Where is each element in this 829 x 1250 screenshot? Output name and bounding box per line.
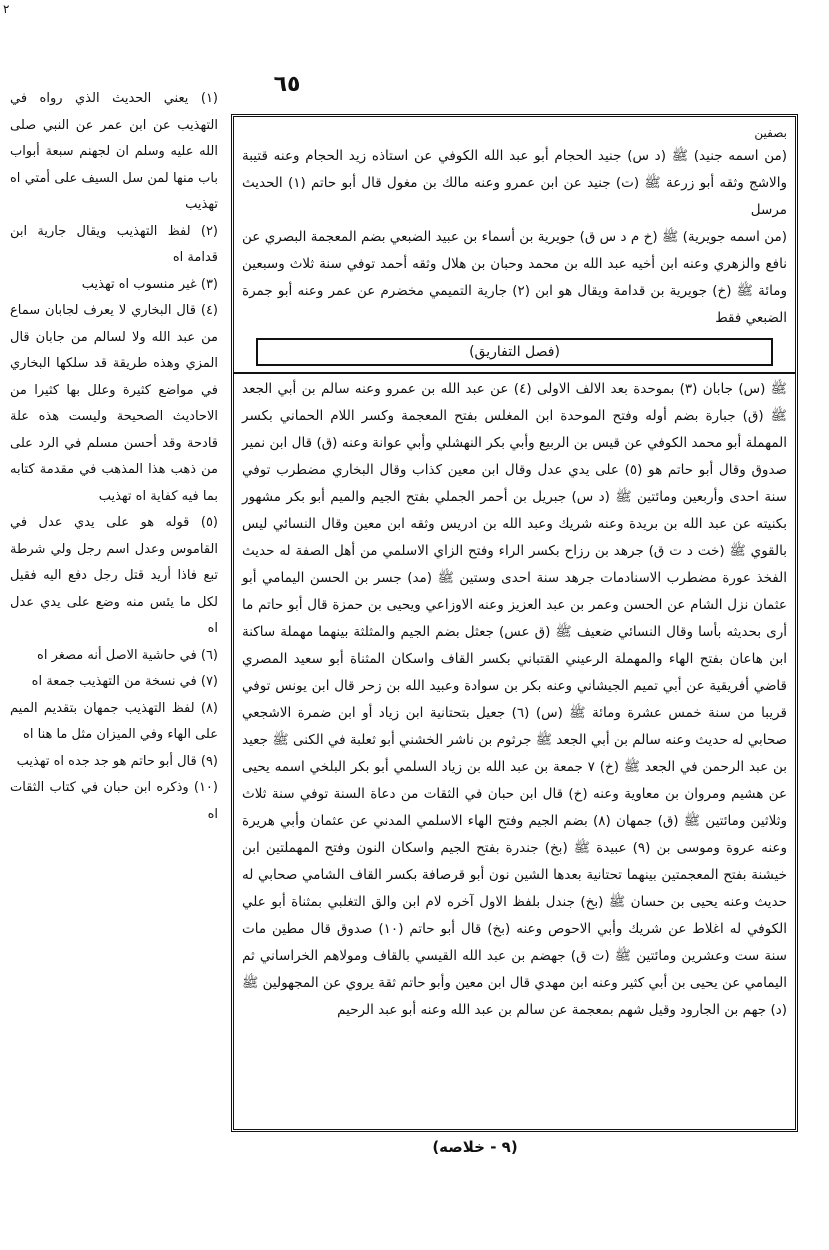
page-number: ٦٥	[273, 72, 301, 97]
section-divider	[234, 372, 795, 374]
footnote-9: (٩) قال أبو حاتم هو جد جده اه تهذيب	[16, 753, 218, 769]
footnote-7: (٧) في نسخة من التهذيب جمعة اه	[31, 674, 218, 689]
footnote-2: (٢) لفظ التهذيب ويقال جارية ابن قدامة اه	[10, 223, 218, 265]
footnote-5: (٥) قوله هو على يدي عدل في القاموس وعدل اسم رجل ولي شرطة تبع فاذا أريد قتل رجل دفع اليه فقيل لكل ما يئس منه وضع على يدي عدل اه	[10, 515, 218, 636]
main-text-body	[242, 123, 787, 1123]
section-title: (فصل التفاريق)	[256, 338, 773, 366]
paragraph-juwayriya: (من اسمه جويرية) ﷺ (خ م د س ق) جويرية بن أسماء بن عبيد الضبعي بضم المعجمة البصري عن نافع والزهري وعنه ابن أخيه عبد الله بن محمد وحبان بن هلال وثقه أحمد توفي سنة ثلاث وسبعين ومائة ﷺ (خ) جويرية بن قدامة ويقال هو ابن (٢) جارية التميمي مخضرم عن عمر وعنه أبو جمرة الضبعي فقط	[242, 229, 787, 326]
footnote-3: (٣) غير منسوب اه تهذيب	[81, 276, 218, 292]
footnote-1: (١) يعني الحديث الذي رواه في التهذيب عن ابن عمر عن النبي صلى الله عليه وسلم ان لجهنم سبعة أبواب باب منها لمن سل السيف على أمتي اه تهذيب	[10, 91, 218, 212]
footnote-10: (١٠) وذكره ابن حبان في كتاب الثقات اه	[10, 780, 218, 822]
footnotes-column	[10, 86, 218, 1156]
top-label: بصفين	[754, 126, 787, 140]
corner-mark: ٢	[3, 2, 10, 16]
main-text-frame	[231, 114, 798, 1132]
footnote-6: (٦) في حاشية الاصل أنه مصغر اه	[37, 647, 218, 663]
paragraph-junaid: (من اسمه جنيد) ﷺ (د س) جنيد الحجام أبو عبد الله الكوفي عن استاذه زيد الحجام وعنه قتيبة والاشج وثقه أبو زرعة ﷺ (ت) جنيد عن ابن عمرو وعنه مالك بن مغول قال أبو حاتم (١) الحديث مرسل	[242, 148, 787, 218]
footnote-8: (٨) لفظ التهذيب جمهان بتقديم الميم على الهاء وفي الميزان مثل ما هنا اه	[10, 700, 218, 742]
footer-signature-mark: (٩ - خلاصه)	[432, 1138, 518, 1156]
footnote-4: (٤) قال البخاري لا يعرف لجابان سماع من عبد الله ولا لسالم من جابان قال المزي وهذه طريقة قد سلكها البخاري في مواضع كثيرة وعلل بها كثيرا من الاحاديث الصحيحة وليست هذه علة قادحة وقد أحسن مسلم في الرد على من ذهب هذا المذهب في مقدمة كتابه بما فيه كفاية اه تهذيب	[10, 303, 218, 504]
paragraph-tafariq: ﷺ (س) جابان (٣) بموحدة بعد الالف الاولى (٤) عن عبد الله بن عمرو وعنه سالم بن أبي الجعد ﷺ (ق) جبارة بضم أوله وفتح الموحدة ابن المغلس بفتح المعجمة وكسر اللام الحماني بكسر المهملة أبو محمد الكوفي عن قيس بن الربيع وأبي بكر النهشلي وأبي عوانة وعنه (ق) قال ابن نمير صدوق وقال أبو حاتم هو (٥) على يدي عدل وقال ابن معين كذاب وقال البخاري مضطرب توفي سنة احدى وأربعين ومائتين ﷺ (د س) جبريل بن أحمر الجملي بفتح الجيم والميم أبو بكر مشهور بكنيته عن عبد الله بن بريدة وعنه شريك وعبد الله بن ادريس وثقه ابن معين وقال النسائي ليس بالقوي ﷺ (خت د ت ق) جرهد بن رزاح بكسر الراء وفتح الزاي الاسلمي من أهل الصفة له حديث الفخذ عورة مضطرب الاسنادمات جرهد سنة احدى وستين ﷺ (مد) جسر بن الحسن اليمامي أبو عثمان نزل الشام عن الحسن وعمر بن عبد العزيز وعنه الاوزاعي ويحيى بن حمزة قال أبو حاتم ما أرى بحديثه بأسا وقال النسائي ضعيف ﷺ (ق عس) جعثل بضم الجيم والمثلثة بينهما مهملة ساكنة ابن هاعان بفتح الهاء والمهملة الرعيني القتباني بكسر القاف واسكان المثناة أبو سعيد المصري قاضي أفريقية عن أبي تميم الجيشاني وعنه بكر بن سوادة وعبيد الله بن زحر قال ابن يونس توفي قريبا من سنة خمس عشرة ومائة ﷺ (س) (٦) جعيل بتحتانية ابن زياد أو ابن ضمرة الاشجعي صحابي له حديث وعنه سالم بن أبي الجعد ﷺ جرثوم بن ناشر الخشني أبو ثعلبة في الكنى ﷺ جعيد بن عبد الرحمن في الجعد ﷺ (خ) ٧ جمعة بن عبد الله بن زياد السلمي أبو بكر البلخي اسمه يحيى عن هشيم ومروان بن معاوية وعنه (خ) قال ابن حبان في الثقات من دعاة السنة توفي سنة ثلاث وثلاثين ومائتين ﷺ (ق) جمهان (٨) بضم الجيم وفتح الهاء الاسلمي المدني عن عثمان وأبي هريرة وعنه عروة وموسى بن (٩) عبيدة ﷺ (بخ) جندرة بفتح الجيم واسكان النون وفتح المهملتين ابن خيشنة بفتح المعجمتين بينهما تحتانية بعدها الشين نون أبو قرصافة بكسر القاف الشامي صحابي له حديث وعنه يحيى بن حسان ﷺ (بخ) جندل بلفظ الاول آخره لام ابن والق التغلبي بمثناة أبو علي الكوفي له اغلاط عن شريك وأبي الاحوص وعنه (بخ) قال أبو حاتم (١٠) صدوق قال مطين مات سنة ست وعشرين ومائتين ﷺ (ت ق) جهضم بن عبد الله القيسي بالقاف ومولاهم الخراساني ثم اليمامي عن يحيى بن أبي كثير وعنه ابن مهدي قال ابن معين وأبو حاتم ثقة يروي عن المجهولين ﷺ (د) جهم بن الجارود وقيل شهم بمعجمة عن سالم بن عبد الله وعنه أبو عبد الرحيم	[242, 381, 788, 1018]
